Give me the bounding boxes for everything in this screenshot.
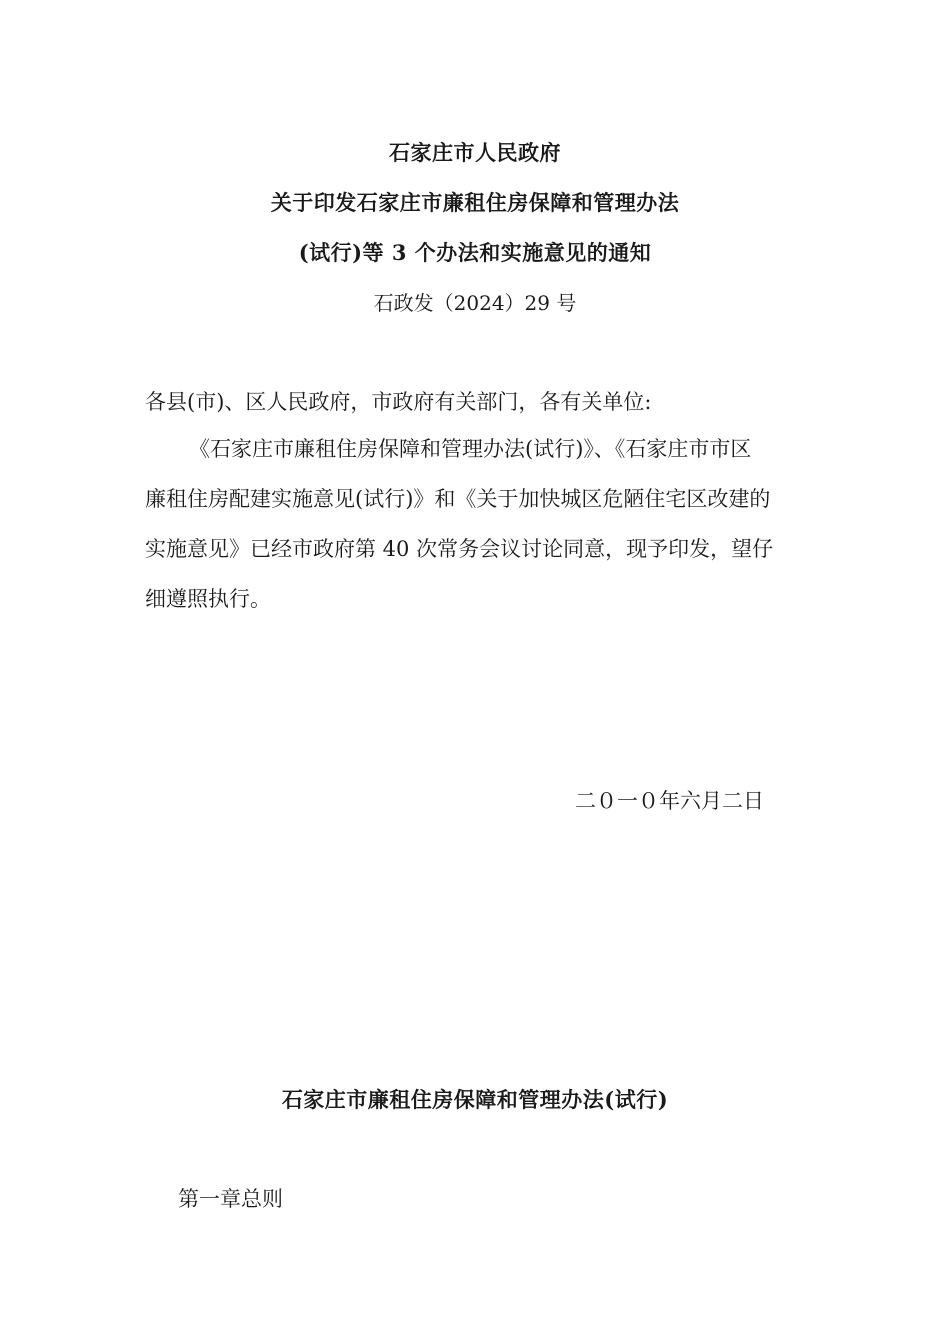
notice-title-line-2: (试行)等 3 个办法和实施意见的通知 xyxy=(298,240,652,265)
issuer-title: 石家庄市人民政府 xyxy=(389,140,561,165)
notice-paragraph xyxy=(145,424,815,624)
chapter-heading: 第一章总则 xyxy=(178,1187,283,1211)
signature-date: 二０一０年六月二日 xyxy=(575,789,764,813)
salutation: 各县(市)、区人民政府，市政府有关部门，各有关单位: xyxy=(145,390,652,414)
paragraph-line: 实施意见》已经市政府第 40 次常务会议讨论同意，现予印发，望仔 xyxy=(145,537,774,561)
document-number: 石政发（2024）29 号 xyxy=(373,291,577,315)
notice-title-line-1: 关于印发石家庄市廉租住房保障和管理办法 xyxy=(270,190,680,215)
attachment-title: 石家庄市廉租住房保障和管理办法(试行) xyxy=(281,1087,669,1112)
paragraph-line: 细遵照执行。 xyxy=(145,587,271,611)
paragraph-line: 《石家庄市廉租住房保障和管理办法(试行)》、《石家庄市市区 xyxy=(189,437,752,461)
paragraph-line: 廉租住房配建实施意见(试行)》和《关于加快城区危陋住宅区改建的 xyxy=(145,487,771,511)
